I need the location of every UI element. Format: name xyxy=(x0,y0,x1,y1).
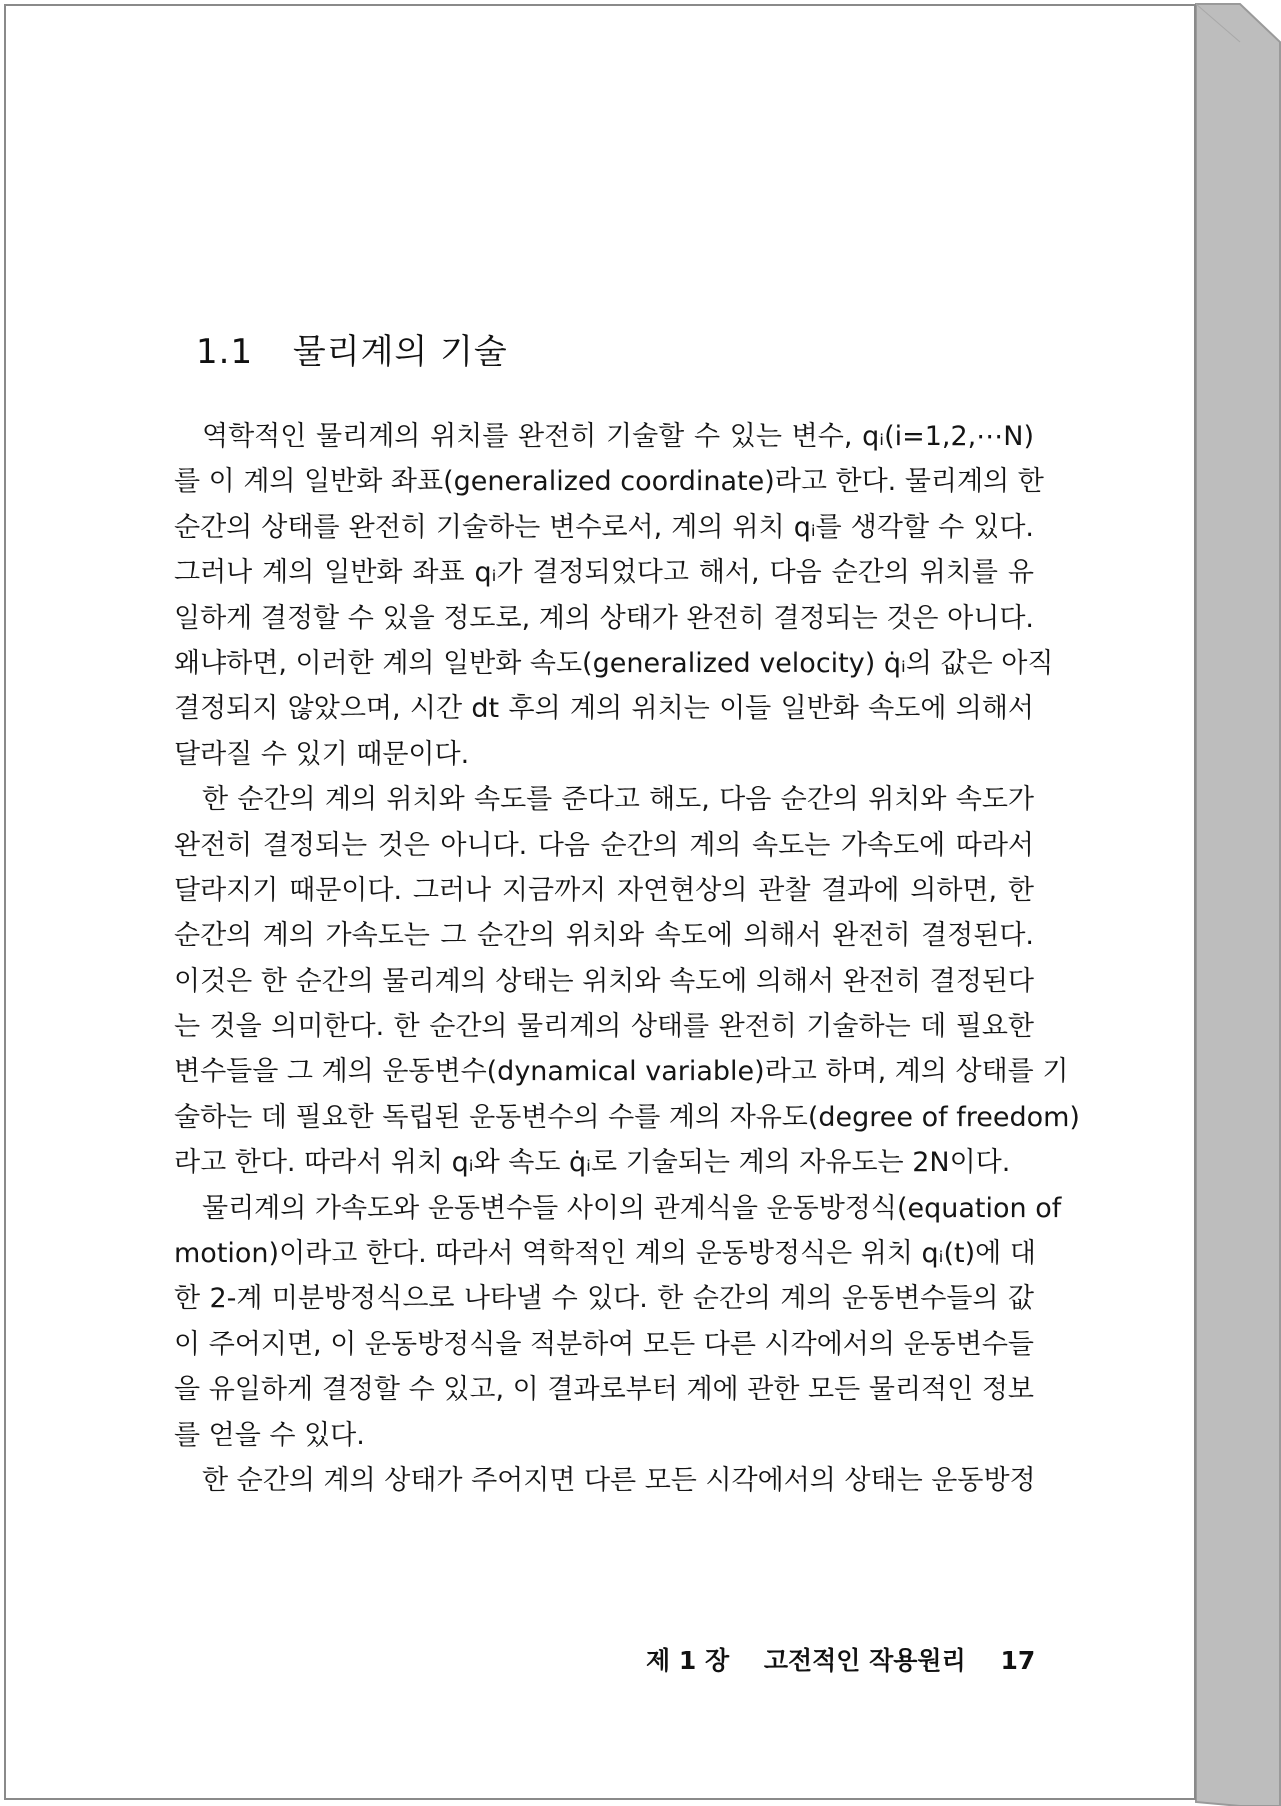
text-line: 그러나 계의 일반화 좌표 qᵢ가 결정되었다고 해서, 다음 순간의 위치를 유 xyxy=(174,557,1034,589)
text-line: 물리계의 가속도와 운동변수들 사이의 관계식을 운동방정식(equation of xyxy=(202,1192,1062,1224)
section-title: 물리계의 기술 xyxy=(292,332,508,372)
paragraph xyxy=(174,414,1054,777)
text-line: 순간의 상태를 완전히 기술하는 변수로서, 계의 위치 qᵢ를 생각할 수 있다. xyxy=(174,511,1034,543)
text-line: 왜냐하면, 이러한 계의 일반화 속도(generalized velocity) q̇ᵢ의 값은 아직 xyxy=(174,647,1054,679)
text-line: 결정되지 않았으며, 시간 dt 후의 계의 위치는 이들 일반화 속도에 의해서 xyxy=(174,693,1034,725)
paragraph xyxy=(174,777,1080,1186)
text-line: 을 유일하게 결정할 수 있고, 이 결과로부터 계에 관한 모든 물리적인 정보 xyxy=(174,1374,1034,1406)
text-line: 역학적인 물리계의 위치를 완전히 기술할 수 있는 변수, qᵢ(i=1,2,⋯N) xyxy=(202,421,1034,452)
text-line: 달라질 수 있기 때문이다. xyxy=(174,738,470,770)
text-line: 한 순간의 계의 상태가 주어지면 다른 모든 시각에서의 상태는 운동방정 xyxy=(202,1464,1036,1496)
text-line: 이것은 한 순간의 물리계의 상태는 위치와 속도에 의해서 완전히 결정된다 xyxy=(174,965,1034,997)
text-line: 술하는 데 필요한 독립된 운동변수의 수를 계의 자유도(degree of freedom) xyxy=(174,1101,1080,1133)
page-number: 17 xyxy=(1000,1646,1036,1675)
text-line: 완전히 결정되는 것은 아니다. 다음 순간의 계의 속도는 가속도에 따라서 xyxy=(174,829,1034,861)
text-line: motion)이라고 한다. 따라서 역학적인 계의 운동방정식은 위치 qᵢ(t)에 대 xyxy=(174,1238,1036,1270)
section-number: 1.1 xyxy=(196,332,254,372)
text-line: 달라지기 때문이다. 그러나 지금까지 자연현상의 관찰 결과에 의하면, 한 xyxy=(174,874,1034,906)
text-line: 를 이 계의 일반화 좌표(generalized coordinate)라고 한다. 물리계의 한 xyxy=(174,466,1044,498)
paragraph xyxy=(174,1458,1034,1503)
text-line: 는 것을 의미한다. 한 순간의 물리계의 상태를 완전히 기술하는 데 필요한 xyxy=(174,1011,1034,1043)
footer-chapter: 제 1 장 xyxy=(646,1646,730,1675)
footer-chapter-title: 고전적인 작용원리 xyxy=(763,1646,966,1675)
text-line: 를 얻을 수 있다. xyxy=(174,1419,365,1451)
text-line: 한 순간의 계의 위치와 속도를 준다고 해도, 다음 순간의 위치와 속도가 xyxy=(202,784,1034,816)
section-heading xyxy=(196,324,508,373)
book-side-face-shape xyxy=(1196,4,1280,1806)
text-line: 이 주어지면, 이 운동방정식을 적분하여 모든 다른 시각에서의 운동변수들 xyxy=(174,1328,1034,1360)
text-line: 순간의 계의 가속도는 그 순간의 위치와 속도에 의해서 완전히 결정된다. xyxy=(174,920,1034,952)
page-footer xyxy=(646,1641,1035,1677)
text-line: 일하게 결정할 수 있을 정도로, 계의 상태가 완전히 결정되는 것은 아니다. xyxy=(174,602,1034,634)
paragraph xyxy=(174,1186,1062,1458)
text-line: 라고 한다. 따라서 위치 qᵢ와 속도 q̇ᵢ로 기술되는 계의 자유도는 2N이다. xyxy=(174,1147,1011,1179)
book-page xyxy=(4,4,1196,1800)
body-text xyxy=(174,414,1080,1503)
text-line: 변수들을 그 계의 운동변수(dynamical variable)라고 하며, 계의 상태를 기 xyxy=(174,1056,1069,1088)
text-line: 한 2-계 미분방정식으로 나타낼 수 있다. 한 순간의 계의 운동변수들의 값 xyxy=(174,1283,1034,1315)
